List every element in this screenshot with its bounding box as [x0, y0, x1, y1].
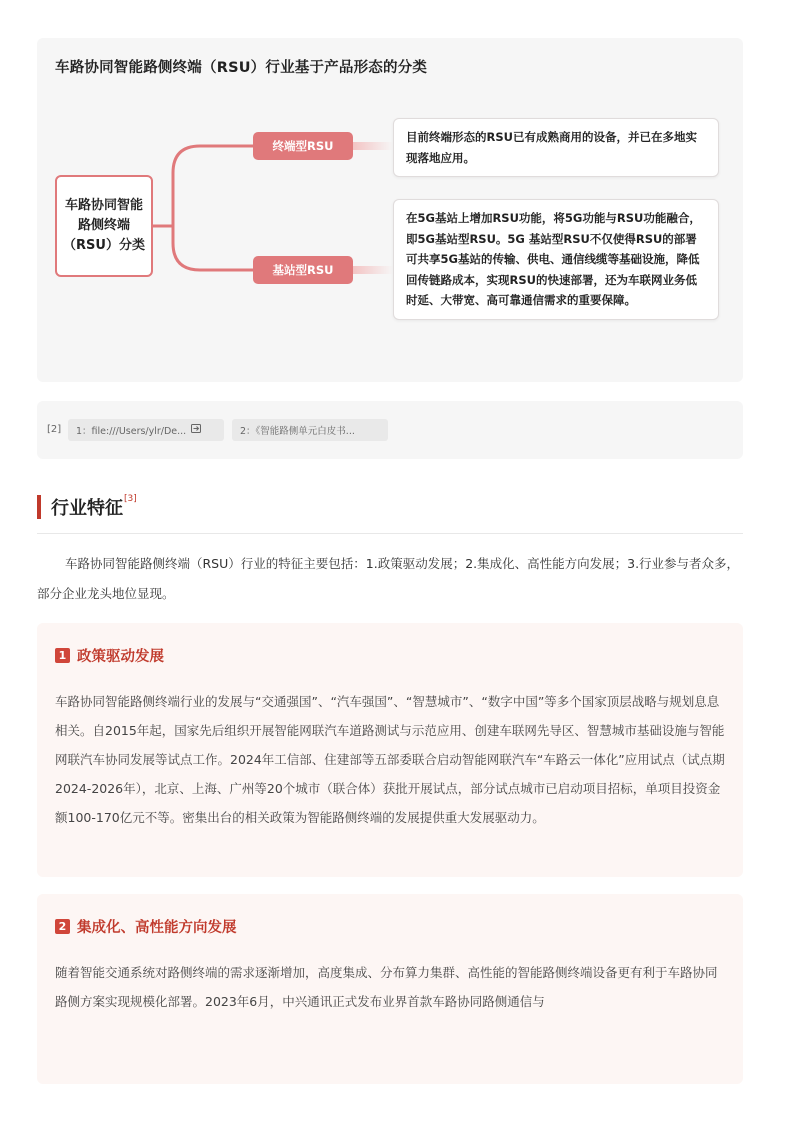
feature-title: 政策驱动发展 — [77, 649, 164, 665]
diagram-root-node — [55, 175, 153, 277]
feature-body: 车路协同智能路侧终端行业的发展与“交通强国”、“汽车强国”、“智慧城市”、“数字中国”等多个国家顶层战略与规划息息相关。自2015年起，国家先后组织开展智能网联汽车道路测试与示范应用、创建车联网先导区、智慧城市基础设施与智能网联汽车协同发展等试点工作。2024年工信部、住建部等五部委联合启动智能网联汽车“车路云一体化”应用试点（试点期2024-2026年），北京、上海、广州等20个城市（联合体）获批开展试点，部分试点城市已启动项目招标，单项目投资金额100-170亿元不等。密集出台的相关政策为智能路侧终端的发展提供重大发展驱动力。 — [55, 694, 725, 825]
reference-link-2[interactable] — [232, 419, 388, 441]
feature-card-2 — [37, 894, 743, 1084]
section-heading — [37, 494, 137, 520]
feature-title: 集成化、高性能方向发展 — [77, 920, 237, 936]
section-intro-paragraph: 车路协同智能路侧终端（RSU）行业的特征主要包括：1.政策驱动发展；2.集成化、高性能方向发展；3.行业参与者众多，部分企业龙头地位显现。 — [37, 556, 740, 601]
classification-diagram-panel — [37, 38, 743, 382]
link-icon — [191, 424, 201, 436]
branch-connector-1 — [173, 146, 253, 226]
reference-text: 1：file:///Users/ylr/De... — [76, 426, 187, 437]
branch-description-1: 目前终端形态的RSU已有成熟商用的设备，并已在多地实现落地应用。 — [393, 118, 719, 177]
branch-description-2: 在5G基站上增加RSU功能，将5G功能与RSU功能融合，即5G基站型RSU。5G 基站型RSU不仅使得RSU的部署可共享5G基站的传输、供电、通信线缆等基础设施，降低回传链路成本，实现RSU的快速部署，还为车联网业务低时延、大带宽、高可靠通信需求的重要保障。 — [393, 199, 719, 320]
branch-label: 基站型RSU — [272, 263, 334, 277]
feature-number-badge: 2 — [55, 919, 70, 934]
feature-number-badge: 1 — [55, 648, 70, 663]
feature-card-header — [55, 645, 164, 666]
section-reference[interactable]: [3] — [124, 494, 137, 504]
reference-text: 2：《智能路侧单元白皮书... — [240, 426, 355, 437]
references-panel — [37, 401, 743, 459]
desc-connector-2 — [353, 266, 393, 274]
reference-label: [2] — [47, 424, 62, 435]
section-accent-bar — [37, 495, 41, 519]
branch-label: 终端型RSU — [272, 139, 334, 153]
section-divider — [37, 533, 743, 534]
diagram-title: 车路协同智能路侧终端（RSU）行业基于产品形态的分类 — [55, 60, 428, 76]
section-title: 行业特征 — [51, 498, 123, 519]
feature-card-1 — [37, 623, 743, 877]
desc-connector-1 — [353, 142, 393, 150]
feature-body: 随着智能交通系统对路侧终端的需求逐渐增加，高度集成、分布算力集群、高性能的智能路侧终端设备更有利于车路协同路侧方案实现规模化部署。2023年6月，中兴通讯正式发布业界首款车路协同路侧通信与 — [55, 965, 718, 1009]
branch-connector-2 — [173, 226, 253, 270]
branch-node-basestation-rsu — [253, 256, 353, 284]
feature-card-header — [55, 916, 237, 937]
reference-link-1[interactable] — [68, 419, 224, 441]
root-node-label: 车路协同智能路侧终端（RSU）分类 — [63, 198, 145, 253]
branch-node-terminal-rsu — [253, 132, 353, 160]
